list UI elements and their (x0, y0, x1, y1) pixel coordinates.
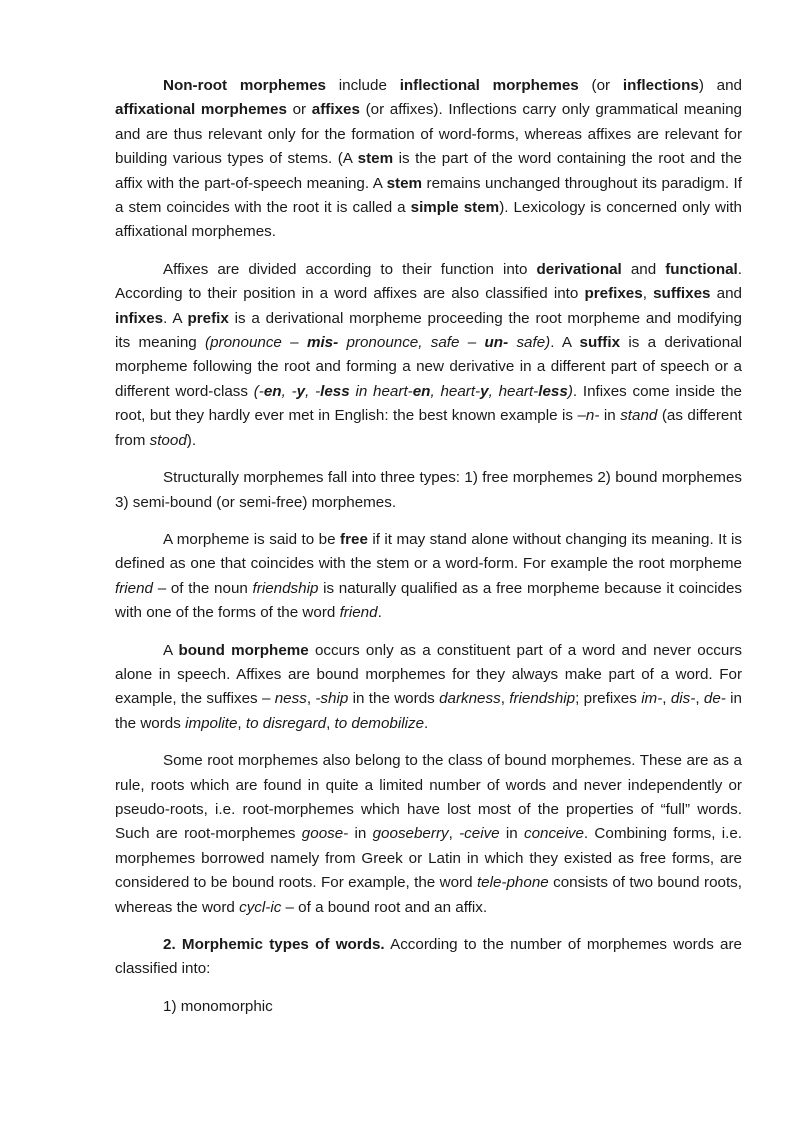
paragraph-bound-roots: Some root morphemes also belong to the class of bound morphemes. These are as a rule, roots which are found in quite a limited number of words and never independently or pseudo-roots, i.e. root-morphemes which have lost most of the properties of “full” words. Such are root-morphemes goose- in gooseberry, -ceive in conceive. Combining forms, i.e. morphemes borrowed namely from Greek or Latin in which they existed as free forms, are considered to be bound roots. For example, the word tele-phone consists of two bound roots, whereas the word cycl-ic – of a bound root and an affix. (115, 752, 742, 916)
term-suffix: suffix (579, 334, 621, 352)
term-affixational-morphemes: affixational morphemes (115, 101, 287, 119)
paragraph-bound-morpheme: A bound morpheme occurs only as a constituent part of a word and never occurs alone in speech. Affixes are bound morphemes for they always make part of a word. For example, the suffixes – ness, -ship in the words darkness, friendship; prefixes im-, dis-, de- in the words impolite, to disregard, to demobilize. (115, 641, 742, 732)
term-simple-stem: simple stem (410, 199, 500, 217)
term-affixes: affixes (311, 101, 360, 119)
paragraph-non-root-morphemes: Non-root morphemes include inflectional morphemes (or inflections) and affixational morphemes or affixes (or affixes). Inflections carry only grammatical meaning and are thus relevant only for the formation of word-forms, whereas affixes are relevant for building various types of stems. (A stem is the part of the word containing the root and the affix with the part-of-speech meaning. A stem remains unchanged throughout its paradigm. If a stem coincides with the root it is called a simple stem). Lexicology is concerned only with affixational morphemes. (115, 77, 743, 241)
section-heading-morphemic-types: 2. Morphemic types of words. According to the number of morphemes words are classified into: (115, 936, 742, 978)
term-prefix: prefix (187, 309, 229, 327)
section-title: 2. Morphemic types of words. (163, 936, 385, 953)
paragraph-structural-types: Structurally morphemes fall into three types: 1) free morphemes 2) bound morphemes 3) semi-bound (or semi-free) morphemes. (115, 469, 742, 511)
term-inflectional-morphemes: inflectional morphemes (399, 77, 579, 94)
paragraph-free-morpheme: A morpheme is said to be free if it may stand alone without changing its meaning. It is defined as one that coincides with the stem or a word-form. For example the root morpheme friend – of the noun friendship is naturally qualified as a free morpheme because it coincides with one of the forms of the word friend. (115, 530, 742, 622)
term-suffixes: suffixes (653, 285, 711, 303)
term-stem: stem (357, 150, 394, 168)
term-bound-morpheme: bound morpheme (178, 641, 309, 659)
term-derivational: derivational (536, 260, 622, 278)
term-non-root-morphemes: Non-root morphemes (163, 77, 326, 94)
term-functional: functional (665, 260, 738, 278)
term-stem: stem (386, 174, 423, 192)
paragraph-affix-types: Affixes are divided according to their function into derivational and functional. According to their position in a word affixes are also classified into prefixes, suffixes and infixes. A prefix is a derivational morpheme proceeding the root morpheme and modifying its meaning (pronounce – mis- pronounce, safe – un- safe). A suffix is a derivational morpheme following the root and forming a new derivative in a different part of speech or a different word-class (-en, -y, -less in heart-en, heart-y, heart-less). Infixes come inside the root, but they hardly ever met in English: the best known example is –n- in stand (as different from stood). (115, 260, 743, 449)
term-inflections: inflections (622, 77, 699, 94)
term-free: free (340, 530, 368, 548)
term-prefixes: prefixes (584, 285, 643, 303)
term-infixes: infixes (115, 309, 164, 327)
list-item-monomorphic: 1) monomorphic (163, 997, 273, 1015)
